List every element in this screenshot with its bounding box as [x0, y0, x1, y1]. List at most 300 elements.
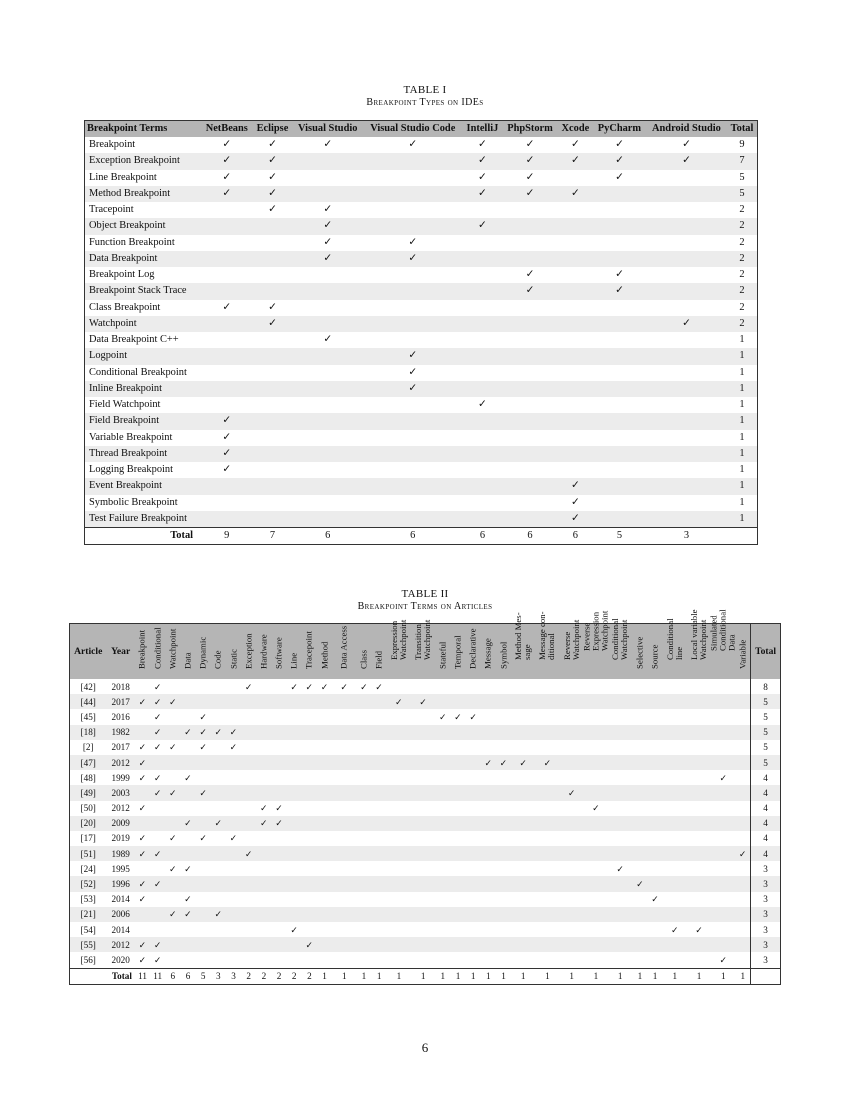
empty-cell [302, 755, 317, 770]
empty-cell [135, 816, 150, 831]
term-header [435, 624, 450, 680]
empty-cell [711, 937, 735, 952]
empty-cell [180, 694, 195, 709]
empty-cell [226, 876, 241, 891]
empty-cell [632, 725, 647, 740]
empty-cell [535, 801, 559, 816]
empty-cell [363, 462, 462, 478]
empty-cell [496, 801, 511, 816]
total-label: Total [85, 528, 202, 545]
empty-cell [317, 876, 332, 891]
empty-cell [663, 725, 687, 740]
empty-cell [211, 801, 226, 816]
check-mark: ✓ [525, 269, 535, 281]
breakpoint-term: Conditional Breakpoint [89, 366, 187, 378]
empty-cell [466, 679, 481, 694]
empty-cell [292, 397, 363, 413]
column-total: 1 [648, 968, 663, 984]
empty-cell [411, 907, 435, 922]
empty-cell [450, 770, 465, 785]
empty-cell [387, 831, 411, 846]
empty-cell [584, 679, 608, 694]
table-row [85, 381, 758, 397]
empty-cell [165, 801, 180, 816]
article-ref: [52] [70, 876, 107, 891]
column-total: 1 [411, 968, 435, 984]
empty-cell [450, 831, 465, 846]
empty-cell [535, 907, 559, 922]
check-mark: ✓ [184, 863, 192, 874]
empty-cell [462, 446, 502, 462]
column-header: Visual Studio [292, 121, 363, 138]
article-ref: [24] [80, 863, 96, 874]
check-mark: ✓ [323, 236, 333, 248]
empty-cell [201, 348, 252, 364]
column-total: 3 [646, 528, 727, 545]
empty-cell [735, 861, 750, 876]
empty-cell [150, 831, 165, 846]
empty-cell [135, 785, 150, 800]
empty-cell [462, 316, 502, 332]
empty-cell [735, 725, 750, 740]
empty-cell [496, 922, 511, 937]
row-total: 4 [751, 816, 781, 831]
empty-cell [435, 816, 450, 831]
check-mark: ✓ [478, 139, 487, 151]
empty-cell [256, 694, 271, 709]
empty-cell [356, 861, 371, 876]
empty-cell [593, 202, 646, 218]
check-mark: ✓ [241, 846, 256, 861]
article-ref: [55] [70, 937, 107, 952]
empty-cell [687, 907, 711, 922]
empty-cell [253, 397, 293, 413]
check-mark: ✓ [138, 833, 147, 844]
empty-cell [646, 235, 727, 251]
table1-number: TABLE I [403, 84, 447, 96]
breakpoint-term: Event Breakpoint [85, 478, 202, 494]
empty-cell [387, 937, 411, 952]
empty-cell [317, 801, 332, 816]
check-mark: ✓ [651, 894, 659, 905]
year: 2014 [111, 924, 130, 935]
breakpoint-term: Object Breakpoint [85, 218, 202, 234]
empty-cell [558, 446, 593, 462]
year: 2017 [106, 694, 134, 709]
empty-cell [196, 937, 211, 952]
check-mark: ✓ [271, 816, 286, 831]
empty-cell [387, 952, 411, 968]
empty-cell [450, 937, 465, 952]
row-total: 2 [739, 301, 745, 313]
empty-cell [502, 235, 557, 251]
term-header-label: Method Mes-sage [513, 612, 533, 660]
empty-cell [462, 430, 502, 446]
empty-cell [287, 709, 302, 724]
empty-cell [535, 725, 559, 740]
empty-cell [735, 801, 750, 816]
empty-cell [608, 907, 632, 922]
empty-cell [502, 332, 557, 348]
empty-cell [271, 785, 286, 800]
column-total: 7 [253, 528, 293, 545]
table-row [70, 846, 781, 861]
empty-cell [511, 740, 535, 755]
column-total: 1 [608, 968, 632, 984]
year: 2017 [111, 742, 130, 753]
check-mark: ✓ [558, 478, 593, 494]
empty-cell [165, 876, 180, 891]
empty-cell [271, 770, 286, 785]
empty-cell [287, 907, 302, 922]
empty-cell [511, 922, 535, 937]
empty-cell [584, 770, 608, 785]
empty-cell [462, 478, 502, 494]
empty-cell [735, 770, 750, 785]
empty-cell [558, 462, 593, 478]
check-mark: ✓ [199, 742, 208, 753]
empty-cell [462, 267, 502, 283]
column-total: 1 [387, 968, 411, 984]
empty-cell [302, 861, 317, 876]
empty-cell [332, 892, 356, 907]
empty-cell [558, 170, 593, 186]
empty-cell [372, 952, 387, 968]
empty-cell [196, 922, 211, 937]
empty-cell [608, 876, 632, 891]
empty-cell [462, 251, 502, 267]
empty-cell [608, 952, 632, 968]
term-header [511, 612, 535, 680]
empty-cell [560, 770, 584, 785]
table-row [85, 511, 758, 528]
empty-cell [687, 952, 711, 968]
check-mark: ✓ [135, 846, 150, 861]
empty-cell [317, 816, 332, 831]
term-header-label: Expression Watchpoint [388, 619, 408, 660]
check-mark: ✓ [138, 772, 147, 783]
empty-cell [332, 816, 356, 831]
empty-cell [253, 413, 293, 429]
empty-cell [560, 861, 584, 876]
empty-cell [271, 679, 286, 694]
empty-cell [211, 892, 226, 907]
empty-cell [196, 801, 211, 816]
empty-cell [450, 876, 465, 891]
empty-cell [411, 770, 435, 785]
empty-cell [466, 694, 481, 709]
empty-cell [496, 785, 511, 800]
column-header: NetBeans [201, 121, 252, 138]
empty-cell [462, 495, 502, 511]
column-header: Eclipse [253, 121, 293, 138]
empty-cell [711, 801, 735, 816]
empty-cell [302, 831, 317, 846]
breakpoint-term: Function Breakpoint [89, 236, 175, 248]
check-mark: ✓ [184, 772, 192, 783]
empty-cell [241, 770, 256, 785]
empty-cell [435, 937, 450, 952]
term-header [135, 624, 150, 680]
empty-cell [253, 511, 293, 528]
empty-cell [332, 907, 356, 922]
empty-cell [558, 202, 593, 218]
row-total: 3 [751, 892, 781, 907]
empty-cell [201, 511, 252, 528]
term-header [356, 624, 371, 680]
term-header-label: Simulated Conditional Data [708, 609, 737, 651]
empty-cell [211, 755, 226, 770]
row-total: 4 [751, 846, 781, 861]
empty-cell [317, 846, 332, 861]
empty-cell [450, 801, 465, 816]
check-mark: ✓ [525, 139, 535, 151]
term-header [332, 624, 356, 680]
row-total: 1 [727, 413, 757, 429]
table-row [85, 365, 758, 381]
empty-cell [317, 907, 332, 922]
check-mark: ✓ [268, 204, 277, 216]
column-total: 6 [165, 968, 180, 984]
empty-cell [632, 679, 647, 694]
empty-cell [287, 755, 302, 770]
empty-cell [496, 876, 511, 891]
column-total: 6 [558, 528, 593, 545]
empty-cell [287, 770, 302, 785]
empty-cell [435, 922, 450, 937]
empty-cell [180, 679, 195, 694]
empty-cell [435, 952, 450, 968]
empty-cell [271, 922, 286, 937]
empty-cell [502, 365, 557, 381]
empty-cell [317, 785, 332, 800]
table-row [85, 153, 758, 169]
empty-cell [646, 332, 727, 348]
term-header-label: Dynamic [197, 636, 208, 669]
table-row [70, 892, 781, 907]
empty-cell [450, 846, 465, 861]
article-header: Article [70, 624, 107, 680]
empty-cell [593, 186, 646, 202]
empty-cell [211, 846, 226, 861]
check-mark: ✓ [222, 171, 232, 183]
empty-cell [663, 831, 687, 846]
empty-cell [462, 332, 502, 348]
table-row [85, 283, 758, 299]
empty-cell [663, 816, 687, 831]
empty-cell [256, 709, 271, 724]
empty-cell [196, 694, 211, 709]
empty-cell [165, 846, 180, 861]
empty-cell [201, 332, 252, 348]
term-header [372, 624, 387, 680]
empty-cell [411, 952, 435, 968]
empty-cell [711, 922, 735, 937]
empty-cell [481, 831, 496, 846]
empty-cell [481, 785, 496, 800]
empty-cell [226, 770, 241, 785]
breakpoint-term: Class Breakpoint [89, 301, 161, 313]
empty-cell [593, 511, 646, 528]
check-mark: ✓ [168, 863, 177, 874]
empty-cell [450, 740, 465, 755]
empty-cell [535, 785, 559, 800]
empty-cell [332, 709, 356, 724]
empty-cell [135, 907, 150, 922]
empty-cell [558, 283, 593, 299]
empty-cell [466, 725, 481, 740]
empty-cell [584, 907, 608, 922]
empty-cell [511, 846, 535, 861]
empty-cell [356, 952, 371, 968]
term-header [581, 610, 610, 680]
empty-cell [302, 740, 317, 755]
empty-cell [180, 831, 195, 846]
table-row [85, 137, 758, 153]
empty-cell [196, 861, 211, 876]
column-total: 1 [584, 968, 608, 984]
empty-cell [180, 922, 195, 937]
check-mark: ✓ [168, 833, 177, 844]
empty-cell [226, 694, 241, 709]
empty-cell [165, 937, 180, 952]
empty-cell [241, 952, 256, 968]
empty-cell [632, 907, 647, 922]
table-row [70, 679, 781, 694]
empty-cell [646, 267, 727, 283]
empty-cell [287, 952, 302, 968]
empty-cell [411, 785, 435, 800]
term-header [317, 624, 332, 680]
empty-cell [372, 892, 387, 907]
check-mark: ✓ [199, 833, 208, 844]
check-mark: ✓ [320, 681, 329, 692]
empty-cell [584, 937, 608, 952]
empty-cell [735, 892, 750, 907]
empty-cell [302, 801, 317, 816]
empty-cell [687, 876, 711, 891]
empty-cell [502, 430, 557, 446]
column-total: 2 [302, 968, 317, 984]
empty-cell [332, 801, 356, 816]
column-total: 1 [356, 968, 371, 984]
empty-cell [372, 740, 387, 755]
empty-cell [135, 679, 150, 694]
empty-cell [711, 679, 735, 694]
term-header-label: Declarative [467, 628, 478, 669]
term-header-label: Symbol [498, 641, 508, 669]
empty-cell [253, 446, 293, 462]
empty-cell [608, 755, 632, 770]
empty-cell [687, 725, 711, 740]
row-total: 4 [751, 770, 781, 785]
empty-cell [180, 846, 195, 861]
check-mark: ✓ [525, 171, 535, 183]
empty-cell [481, 846, 496, 861]
check-mark: ✓ [138, 894, 147, 905]
row-total: 4 [751, 831, 781, 846]
empty-cell [646, 381, 727, 397]
empty-cell [332, 876, 356, 891]
empty-cell [372, 922, 387, 937]
check-mark: ✓ [138, 742, 147, 753]
empty-cell [165, 892, 180, 907]
term-header-label: Watchpoint [167, 628, 178, 669]
empty-cell [241, 755, 256, 770]
empty-cell [226, 816, 241, 831]
empty-cell [317, 831, 332, 846]
empty-cell [735, 709, 750, 724]
empty-cell [687, 770, 711, 785]
empty-cell [226, 846, 241, 861]
empty-cell [663, 907, 687, 922]
empty-cell [450, 922, 465, 937]
empty-cell [201, 235, 252, 251]
table-row [85, 202, 758, 218]
table-row [85, 413, 758, 429]
term-header [196, 624, 211, 680]
table-row [85, 218, 758, 234]
empty-cell [356, 907, 371, 922]
empty-cell [735, 785, 750, 800]
check-mark: ✓ [615, 139, 624, 151]
empty-cell [226, 952, 241, 968]
empty-cell [481, 892, 496, 907]
empty-cell [180, 740, 195, 755]
empty-cell [287, 892, 302, 907]
column-header: IntelliJ [462, 121, 502, 138]
breakpoint-term: Method Breakpoint [85, 186, 202, 202]
empty-cell [646, 218, 727, 234]
empty-cell [511, 861, 535, 876]
term-header [632, 624, 647, 680]
empty-cell [511, 801, 535, 816]
empty-cell [387, 876, 411, 891]
empty-cell [608, 846, 632, 861]
empty-cell [226, 861, 241, 876]
empty-cell [211, 679, 226, 694]
empty-cell [226, 892, 241, 907]
empty-cell [481, 770, 496, 785]
empty-cell [593, 462, 646, 478]
article-ref: [56] [80, 954, 96, 965]
empty-cell [511, 831, 535, 846]
empty-cell [356, 694, 371, 709]
table2-number: TABLE II [401, 588, 449, 600]
empty-cell [435, 694, 450, 709]
term-header [180, 624, 195, 680]
year: 1995 [111, 863, 130, 874]
breakpoint-term: Inline Breakpoint [85, 381, 202, 397]
empty-cell [201, 495, 252, 511]
year: 2019 [111, 833, 130, 844]
empty-cell [663, 846, 687, 861]
empty-cell [511, 694, 535, 709]
empty-cell [608, 770, 632, 785]
empty-cell [256, 892, 271, 907]
empty-cell [511, 709, 535, 724]
table-row [85, 267, 758, 283]
empty-cell [253, 235, 293, 251]
empty-cell [317, 952, 332, 968]
empty-cell [256, 937, 271, 952]
term-header [287, 624, 302, 680]
empty-cell [253, 462, 293, 478]
empty-cell [462, 283, 502, 299]
table-row [70, 876, 781, 891]
empty-cell [387, 922, 411, 937]
term-header-label: Line [288, 652, 299, 669]
